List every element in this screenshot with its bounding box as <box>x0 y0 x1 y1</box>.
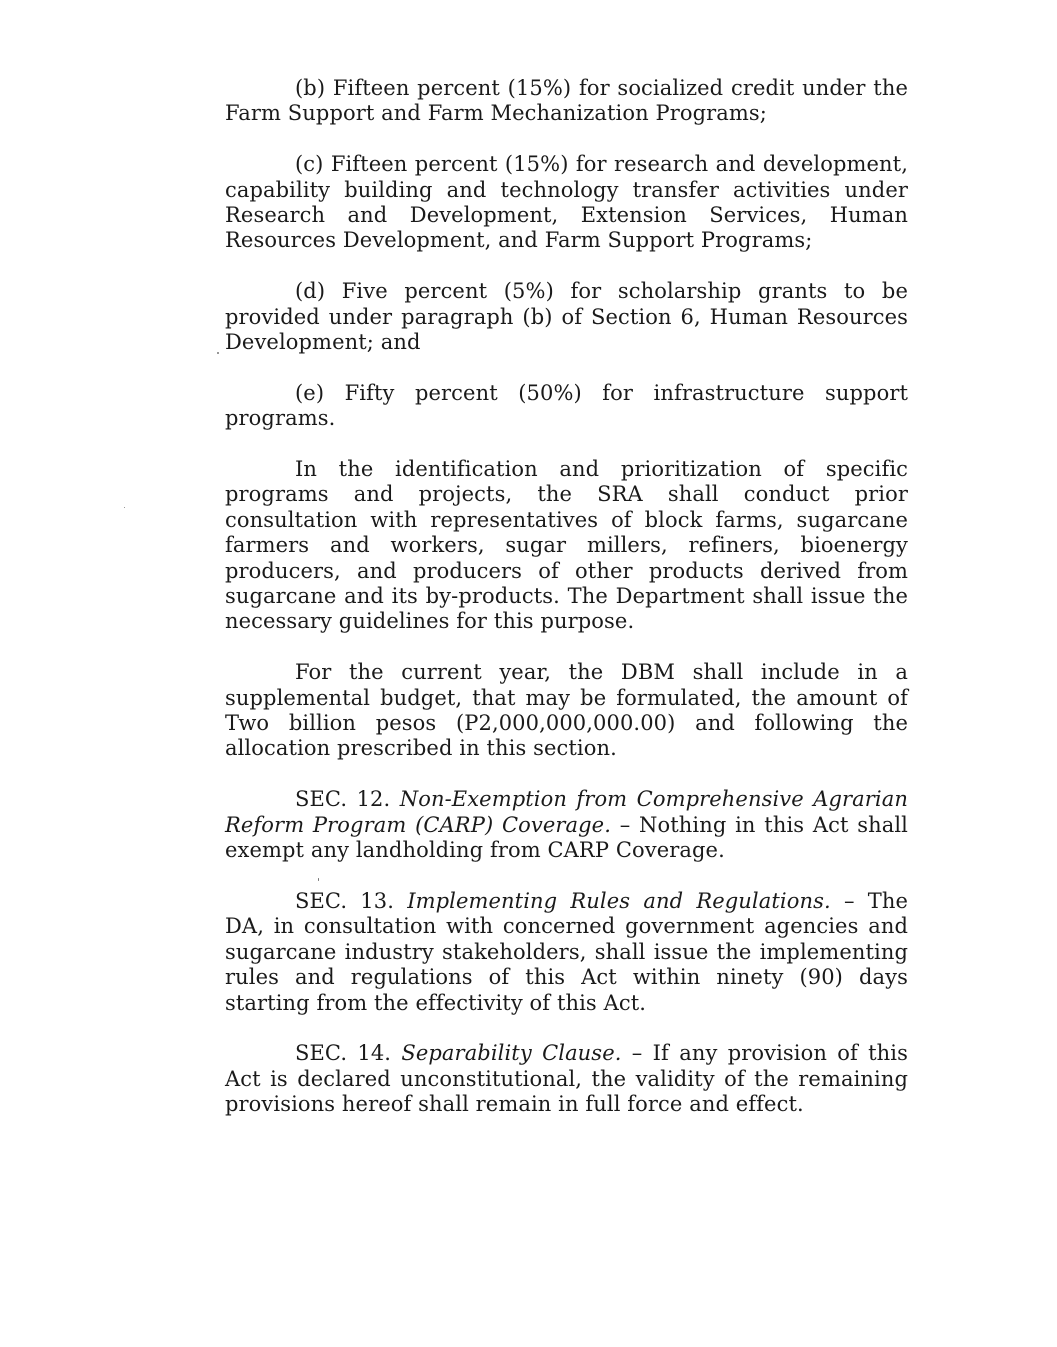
section-13 <box>225 889 908 1016</box>
section-13-body: – The DA, in consultation with concerned government agencies and sugarcane industry stakeholders, shall issue the implementing rules and regulations of this Act within ninety (90) days starting from the effectivity of this Act. <box>225 888 909 1015</box>
section-14-body: – If any provision of this Act is declared unconstitutional, the validity of the remaining provisions hereof shall remain in full force and effect. <box>225 1041 908 1117</box>
section-12-title: Non-Exemption from Comprehensive Agrarian Reform Program (CARP) Coverage. <box>225 787 908 837</box>
scan-speck <box>318 878 319 881</box>
section-14-title: Separability Clause. <box>401 1041 622 1066</box>
paragraph-current-year: For the current year, the DBM shall include in a supplemental budget, that may be formulated, the amount of Two billion pesos (P2,000,000,000.00) and following the allocation prescribed in this section. <box>225 660 908 761</box>
section-13-title: Implementing Rules and Regulations. <box>407 888 831 913</box>
paragraph-c: (c) Fifteen percent (15%) for research and development, capability building and technology transfer activities under Research and Development, Extension Services, Human Resources Development, and Farm Support Programs; <box>225 152 908 253</box>
section-14 <box>225 1041 908 1117</box>
paragraph-b: (b) Fifteen percent (15%) for socialized credit under the Farm Support and Farm Mechanization Programs; <box>225 76 908 126</box>
paragraph-consultation: In the identification and prioritization of specific programs and projects, the SRA shall conduct prior consultation with representatives of block farms, sugarcane farmers and workers, sugar millers, refiners, bioenergy producers, and producers of other products derived from sugarcane and its by-products. The Department shall issue the necessary guidelines for this purpose. <box>225 457 908 634</box>
section-12-number: SEC. 12. <box>295 787 391 812</box>
section-12-body: – Nothing in this Act shall exempt any landholding from CARP Coverage. <box>225 812 908 863</box>
scan-speck <box>124 507 125 508</box>
section-12 <box>225 787 908 863</box>
document-body <box>225 76 908 1118</box>
scan-speck <box>217 352 219 354</box>
section-14-number: SEC. 14. <box>295 1041 392 1066</box>
paragraph-d: (d) Five percent (5%) for scholarship grants to be provided under paragraph (b) of Section 6, Human Resources Development; and <box>225 279 908 355</box>
paragraph-e: (e) Fifty percent (50%) for infrastructure support programs. <box>225 380 908 431</box>
section-13-number: SEC. 13. <box>295 888 395 913</box>
